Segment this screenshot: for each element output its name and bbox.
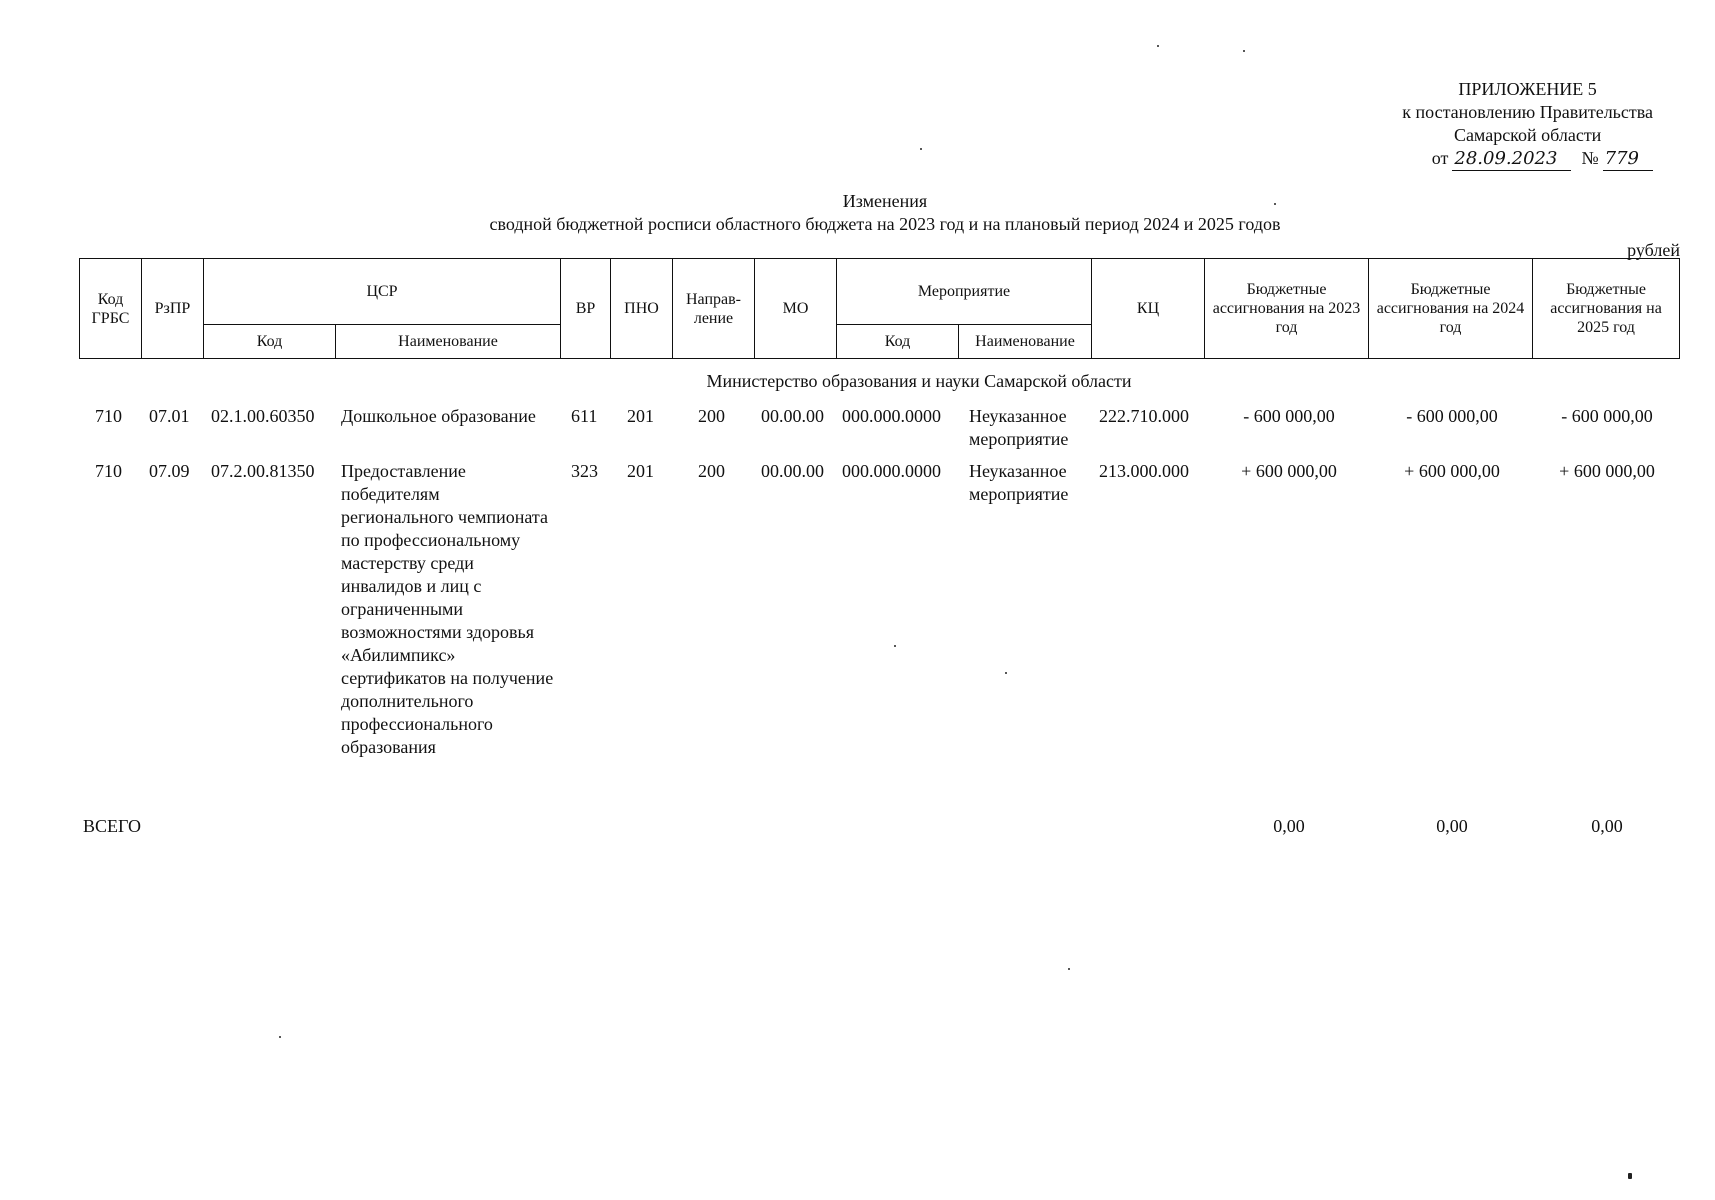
scan-speck	[279, 1036, 281, 1038]
header-csr: ЦСР	[204, 259, 561, 325]
cell-name: Предоставление победителям регионального чемпионата по профессиональному мастерству среди инвалидов и лиц с ограниченными возможностями здоровья «Абилимпикс» сертификатов на получение дополнительного профессионального образования	[341, 461, 554, 757]
total-2024: 0,00	[1436, 816, 1468, 836]
document-title	[0, 190, 1715, 236]
cell-grbs: 710	[95, 406, 122, 426]
cell-mo: 00.00.00	[761, 461, 824, 481]
handwritten-date: 28.09.2023	[1452, 147, 1571, 171]
cell-kc: 222.710.000	[1099, 406, 1189, 426]
cell-2024: - 600 000,00	[1406, 406, 1498, 426]
cell-kc: 213.000.000	[1099, 461, 1189, 481]
appendix-region: Самарской области	[1453, 125, 1602, 145]
cell-csr: 02.1.00.60350	[211, 406, 315, 426]
table-header	[79, 258, 1680, 359]
cell-name: Дошкольное образование	[341, 406, 536, 426]
appendix-title: ПРИЛОЖЕНИЕ 5	[1458, 79, 1597, 99]
cell-2025: - 600 000,00	[1561, 406, 1653, 426]
ministry-name: Министерство образования и науки Самарской области	[706, 371, 1132, 391]
cell-event-name: Неуказанное мероприятие	[969, 406, 1069, 449]
header-kod-grbs: Код ГРБС	[80, 259, 142, 359]
cell-direction: 200	[698, 406, 725, 426]
header-2025: Бюджетные ассигнования на 2025 год	[1533, 259, 1680, 359]
header-csr-kod: Код	[204, 325, 336, 359]
header-pno: ПНО	[611, 259, 673, 359]
scan-speck	[1068, 968, 1070, 970]
header-mo: МО	[755, 259, 837, 359]
cell-2023: + 600 000,00	[1241, 461, 1337, 481]
appendix-date-number	[1402, 147, 1653, 171]
header-kc: КЦ	[1092, 259, 1205, 359]
cell-pno: 201	[627, 406, 654, 426]
scan-speck	[1005, 672, 1007, 674]
header-direction: Направ-ление	[673, 259, 755, 359]
cell-csr: 07.2.00.81350	[211, 461, 315, 481]
handwritten-number: 779	[1603, 147, 1653, 171]
cell-event-kod: 000.000.0000	[842, 406, 941, 426]
cell-event-name: Неуказанное мероприятие	[969, 461, 1069, 504]
cell-vr: 611	[571, 406, 598, 426]
cell-rzpr: 07.09	[149, 461, 190, 481]
header-event-name: Наименование	[959, 325, 1092, 359]
cell-pno: 201	[627, 461, 654, 481]
scan-speck	[1628, 1173, 1632, 1179]
scan-speck	[1274, 203, 1276, 205]
header-event: Мероприятие	[837, 259, 1092, 325]
total-2023: 0,00	[1273, 816, 1305, 836]
cell-2024: + 600 000,00	[1404, 461, 1500, 481]
cell-grbs: 710	[95, 461, 122, 481]
cell-vr: 323	[571, 461, 598, 481]
title-line-1: Изменения	[842, 191, 928, 211]
cell-2025: + 600 000,00	[1559, 461, 1655, 481]
cell-event-kod: 000.000.0000	[842, 461, 941, 481]
appendix-block	[1402, 78, 1653, 171]
header-2024: Бюджетные ассигнования на 2024 год	[1369, 259, 1533, 359]
date-prefix: от	[1431, 148, 1449, 168]
cell-rzpr: 07.01	[149, 406, 190, 426]
header-event-kod: Код	[837, 325, 959, 359]
total-2025: 0,00	[1591, 816, 1623, 836]
scan-speck	[894, 645, 896, 647]
total-label: ВСЕГО	[83, 816, 141, 836]
cell-2023: - 600 000,00	[1243, 406, 1335, 426]
appendix-decree: к постановлению Правительства	[1402, 102, 1653, 122]
cell-mo: 00.00.00	[761, 406, 824, 426]
scan-speck	[1243, 50, 1245, 52]
scan-speck	[920, 148, 922, 150]
title-line-2: сводной бюджетной росписи областного бюджета на 2023 год и на плановый период 2024 и 2025 годов	[489, 214, 1281, 234]
currency-unit: рублей	[1627, 240, 1680, 260]
header-rzpr: РзПР	[142, 259, 204, 359]
scan-speck	[1157, 45, 1159, 47]
header-vr: ВР	[561, 259, 611, 359]
cell-direction: 200	[698, 461, 725, 481]
number-prefix: №	[1581, 148, 1599, 168]
header-2023: Бюджетные ассигнования на 2023 год	[1205, 259, 1369, 359]
header-csr-name: Наименование	[336, 325, 561, 359]
